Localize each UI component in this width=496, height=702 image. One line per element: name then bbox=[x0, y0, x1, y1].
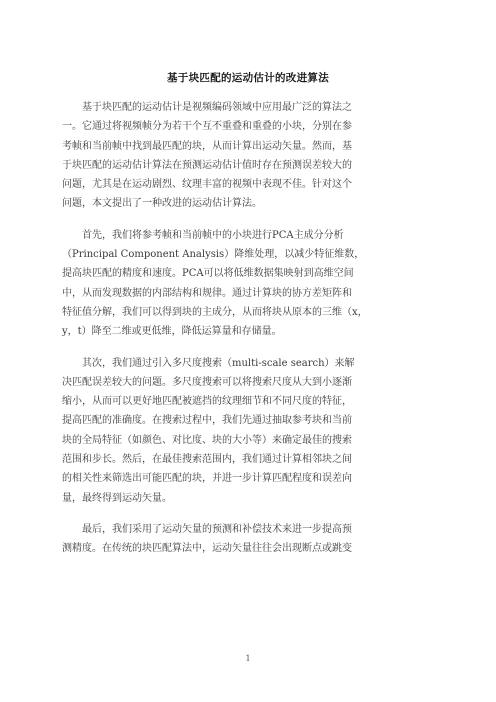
paragraph-2 bbox=[62, 226, 440, 342]
document-title: 基于块匹配的运动估计的改进算法 bbox=[167, 72, 329, 84]
text-line: 中，从而发现数据的内部结构和规律。通过计算块的协方差矩阵和 bbox=[62, 287, 352, 299]
paragraph-3 bbox=[62, 354, 440, 508]
text-line: 首先，我们将参考帧和当前帧中的小块进行PCA主成分分析 bbox=[62, 229, 344, 241]
text-line: 考帧和当前帧中找到最匹配的块，从而计算出运动矢量。然而，基 bbox=[62, 140, 352, 152]
text-line: 提高块匹配的精度和速度。PCA可以将低维数据集映射到高维空间 bbox=[62, 268, 354, 280]
paragraph-4 bbox=[62, 520, 440, 559]
page-number: 1 bbox=[245, 654, 251, 663]
document-body bbox=[62, 98, 440, 571]
text-line: 最后，我们采用了运动矢量的预测和补偿技术来进一步提高预 bbox=[62, 523, 352, 535]
text-line: 决匹配误差较大的问题。多尺度搜索可以将搜索尺度从大到小逐渐 bbox=[62, 376, 352, 388]
text-line: 量，最终得到运动矢量。 bbox=[62, 492, 172, 504]
paragraph-1 bbox=[62, 98, 440, 214]
text-line: 范围和步长。然后，在最佳搜索范围内，我们通过计算相邻块之间 bbox=[62, 454, 352, 466]
text-line: 其次，我们通过引入多尺度搜索（multi-scale search）来解 bbox=[62, 357, 355, 369]
text-line: 问题，尤其是在运动剧烈、纹理丰富的视频中表现不佳。针对这个 bbox=[62, 179, 352, 191]
text-line: 块的全局特征（如颜色、对比度、块的大小等）来确定最佳的搜索 bbox=[62, 434, 352, 446]
text-line: 问题，本文提出了一种改进的运动估计算法。 bbox=[62, 198, 262, 210]
text-line: y，t）降至二维或更低维，降低运算量和存储量。 bbox=[62, 326, 282, 338]
text-line: 特征值分解，我们可以得到块的主成分，从而将块从原本的三维（x， bbox=[62, 306, 368, 318]
text-line: 测精度。在传统的块匹配算法中，运动矢量往往会出现断点或跳变 bbox=[62, 543, 352, 555]
text-line: 基于块匹配的运动估计是视频编码领域中应用最广泛的算法之 bbox=[62, 102, 352, 113]
text-line: 一。它通过将视频帧分为若干个互不重叠和重叠的小块，分别在参 bbox=[62, 121, 352, 133]
text-line: 缩小，从而可以更好地匹配被遮挡的纹理细节和不同尺度的特征， bbox=[62, 396, 352, 408]
text-line: 于块匹配的运动估计算法在预测运动估计值时存在预测误差较大的 bbox=[62, 159, 352, 171]
text-line: 的相关性来筛选出可能匹配的块，并进一步计算匹配程度和误差向 bbox=[62, 473, 352, 485]
text-line: 提高匹配的准确度。在搜索过程中，我们先通过抽取参考块和当前 bbox=[62, 415, 352, 427]
text-line: （Principal Component Analysis）降维处理，以减少特征维数， bbox=[62, 249, 365, 261]
